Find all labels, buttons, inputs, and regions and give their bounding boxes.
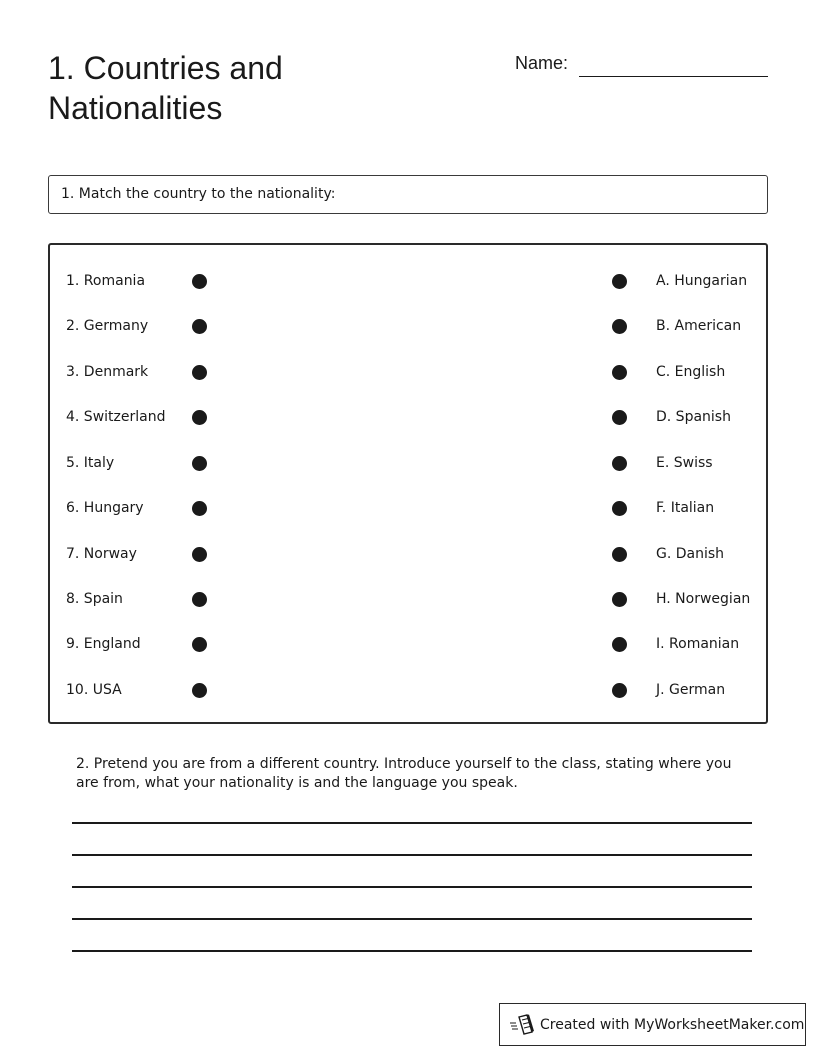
nationality-dot[interactable]: [612, 274, 627, 289]
country-dot[interactable]: [192, 319, 207, 334]
nationality-label: J. German: [656, 682, 726, 698]
nationality-label: C. English: [656, 364, 726, 380]
country-dot[interactable]: [192, 547, 207, 562]
credit-text: Created with MyWorksheetMaker.com: [540, 1017, 805, 1033]
nationality-dot[interactable]: [612, 592, 627, 607]
country-dot[interactable]: [192, 683, 207, 698]
country-label: 10. USA: [66, 682, 122, 698]
nationality-label: F. Italian: [656, 500, 715, 516]
match-row: [50, 632, 766, 656]
country-dot[interactable]: [192, 501, 207, 516]
name-label: Name:: [515, 53, 569, 73]
country-dot[interactable]: [192, 365, 207, 380]
answer-line[interactable]: [72, 886, 752, 888]
nationality-dot[interactable]: [612, 410, 627, 425]
nationality-dot[interactable]: [612, 319, 627, 334]
nationality-dot[interactable]: [612, 501, 627, 516]
answer-line[interactable]: [72, 822, 752, 824]
nationality-dot[interactable]: [612, 547, 627, 562]
country-label: 3. Denmark: [66, 364, 149, 380]
nationality-dot[interactable]: [612, 365, 627, 380]
question-1-instruction: 1. Match the country to the nationality:: [48, 175, 768, 214]
nationality-label: B. American: [656, 318, 742, 334]
nationality-dot[interactable]: [612, 456, 627, 471]
nationality-label: I. Romanian: [656, 636, 740, 652]
nationality-label: E. Swiss: [656, 455, 713, 471]
nationality-label: H. Norwegian: [656, 591, 751, 607]
answer-line[interactable]: [72, 950, 752, 952]
country-label: 1. Romania: [66, 273, 146, 289]
country-label: 5. Italy: [66, 455, 115, 471]
match-row: [50, 405, 766, 429]
match-row: [50, 678, 766, 702]
match-row: [50, 587, 766, 611]
country-label: 4. Switzerland: [66, 409, 166, 425]
nationality-dot[interactable]: [612, 637, 627, 652]
matching-exercise-box: [48, 243, 768, 724]
match-row: [50, 314, 766, 338]
answer-line[interactable]: [72, 918, 752, 920]
country-label: 9. England: [66, 636, 141, 652]
country-label: 2. Germany: [66, 318, 149, 334]
match-row: [50, 496, 766, 520]
country-dot[interactable]: [192, 456, 207, 471]
match-row: [50, 360, 766, 384]
match-row: [50, 269, 766, 293]
country-label: 7. Norway: [66, 546, 137, 562]
pen-book-icon: [510, 1014, 536, 1036]
country-label: 6. Hungary: [66, 500, 144, 516]
country-dot[interactable]: [192, 274, 207, 289]
credit-badge[interactable]: [499, 1003, 806, 1046]
match-row: [50, 451, 766, 475]
question-2-prompt: 2. Pretend you are from a different country. Introduce yourself to the class, stating where you are from, what your nationality is and the language you speak.: [76, 756, 732, 791]
country-dot[interactable]: [192, 637, 207, 652]
country-label: 8. Spain: [66, 591, 123, 607]
name-write-line[interactable]: [579, 76, 768, 77]
nationality-label: A. Hungarian: [656, 273, 748, 289]
nationality-dot[interactable]: [612, 683, 627, 698]
answer-line[interactable]: [72, 854, 752, 856]
page-title: 1. Countries and Nationalities: [48, 50, 283, 126]
name-field-group: [515, 52, 769, 78]
country-dot[interactable]: [192, 592, 207, 607]
country-dot[interactable]: [192, 410, 207, 425]
nationality-label: G. Danish: [656, 546, 725, 562]
match-row: [50, 542, 766, 566]
nationality-label: D. Spanish: [656, 409, 731, 425]
